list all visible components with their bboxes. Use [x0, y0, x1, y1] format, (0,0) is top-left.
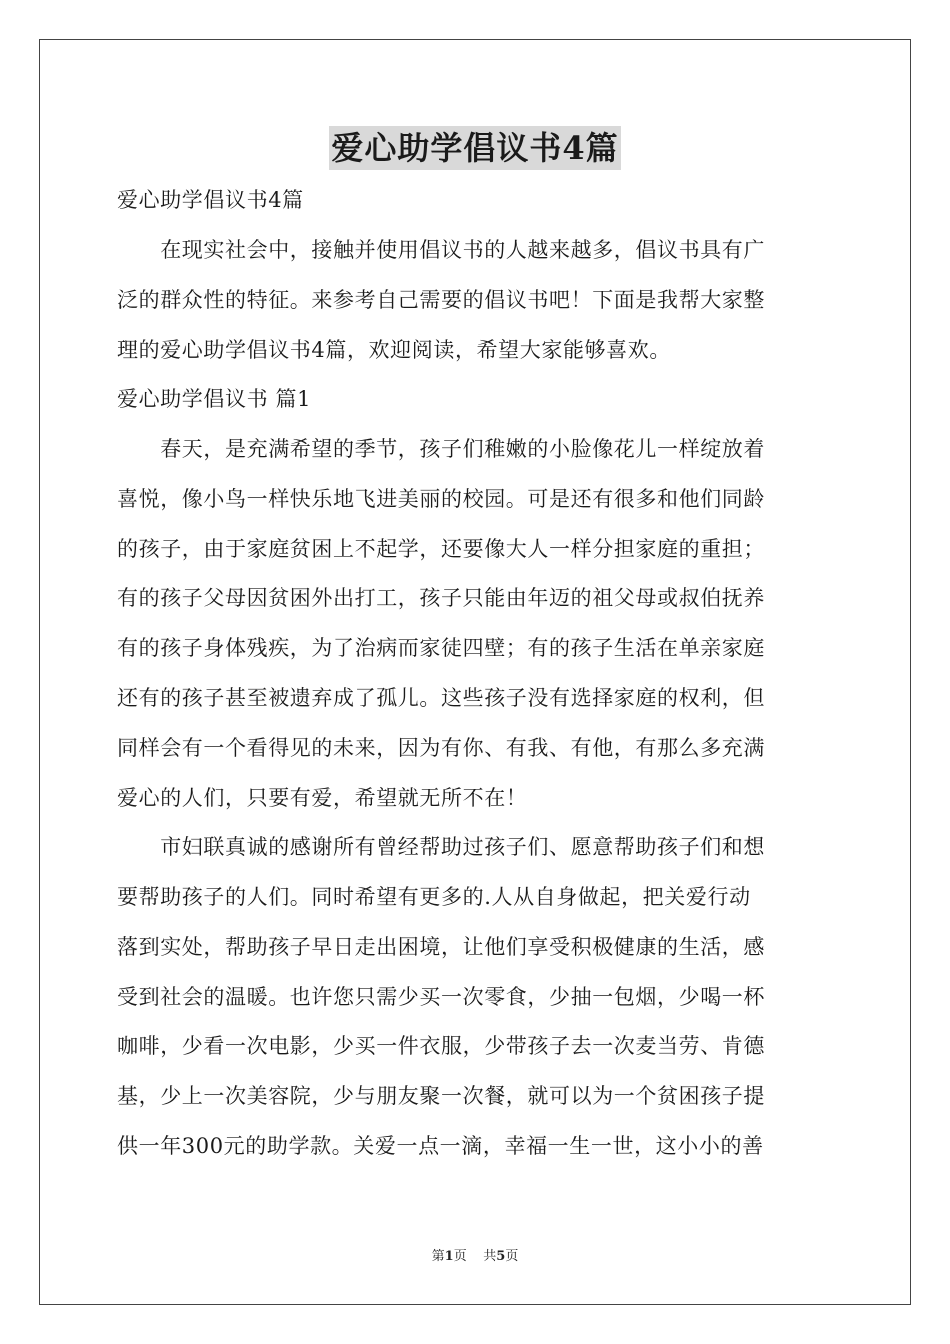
total-label-prefix: 共 [483, 1249, 497, 1264]
body-line: 市妇联真诚的感谢所有曾经帮助过孩子们、愿意帮助孩子们和想 [117, 835, 765, 859]
page-footer [0, 1248, 950, 1266]
body-line: 咖啡，少看一次电影，少买一件衣服，少带孩子去一次麦当劳、肯德 [117, 1034, 765, 1058]
page-border [39, 39, 911, 1305]
body-line: 受到社会的温暖。也许您只需少买一次零食，少抽一包烟，少喝一杯 [117, 985, 765, 1009]
body-line: 的孩子，由于家庭贫困上不起学，还要像大人一样分担家庭的重担； [117, 537, 765, 561]
body-line: 春天，是充满希望的季节，孩子们稚嫩的小脸像花儿一样绽放着 [117, 437, 765, 461]
body-line: 爱心的人们，只要有爱，希望就无所不在！ [117, 786, 528, 810]
title-container [0, 126, 950, 170]
body-line: 有的孩子父母因贫困外出打工，孩子只能由年迈的祖父母或叔伯抚养 [117, 586, 765, 610]
body-line: 在现实社会中，接触并使用倡议书的人越来越多，倡议书具有广 [117, 238, 765, 262]
document-title: 爱心助学倡议书4篇 [329, 126, 620, 170]
total-page-count: 5 [496, 1249, 506, 1264]
body-line: 喜悦，像小鸟一样快乐地飞进美丽的校园。可是还有很多和他们同龄 [117, 487, 765, 511]
body-line: 有的孩子身体残疾，为了治病而家徒四壁；有的孩子生活在单亲家庭 [117, 636, 765, 660]
page-label-suffix: 页 [453, 1249, 467, 1264]
total-label-suffix: 页 [505, 1249, 519, 1264]
body-line: 理的爱心助学倡议书4篇，欢迎阅读，希望大家能够喜欢。 [117, 338, 671, 362]
body-line: 要帮助孩子的人们。同时希望有更多的.人从自身做起，把关爱行动 [117, 885, 751, 909]
body-line: 同样会有一个看得见的未来，因为有你、有我、有他，有那么多充满 [117, 736, 765, 760]
body-line: 供一年300元的助学款。关爱一点一滴，幸福一生一世，这小小的善 [117, 1134, 764, 1158]
body-line: 还有的孩子甚至被遗弃成了孤儿。这些孩子没有选择家庭的权利，但 [117, 686, 765, 710]
body-line: 基，少上一次美容院，少与朋友聚一次餐，就可以为一个贫困孩子提 [117, 1084, 765, 1108]
section-heading: 爱心助学倡议书 篇1 [117, 387, 312, 411]
body-line: 泛的群众性的特征。来参考自己需要的倡议书吧！下面是我帮大家整 [117, 288, 765, 312]
body-line: 落到实处，帮助孩子早日走出困境，让他们享受积极健康的生活，感 [117, 935, 765, 959]
page-label-prefix: 第 [431, 1249, 445, 1264]
current-page-number: 1 [444, 1249, 454, 1264]
subtitle-line: 爱心助学倡议书4篇 [117, 188, 304, 212]
